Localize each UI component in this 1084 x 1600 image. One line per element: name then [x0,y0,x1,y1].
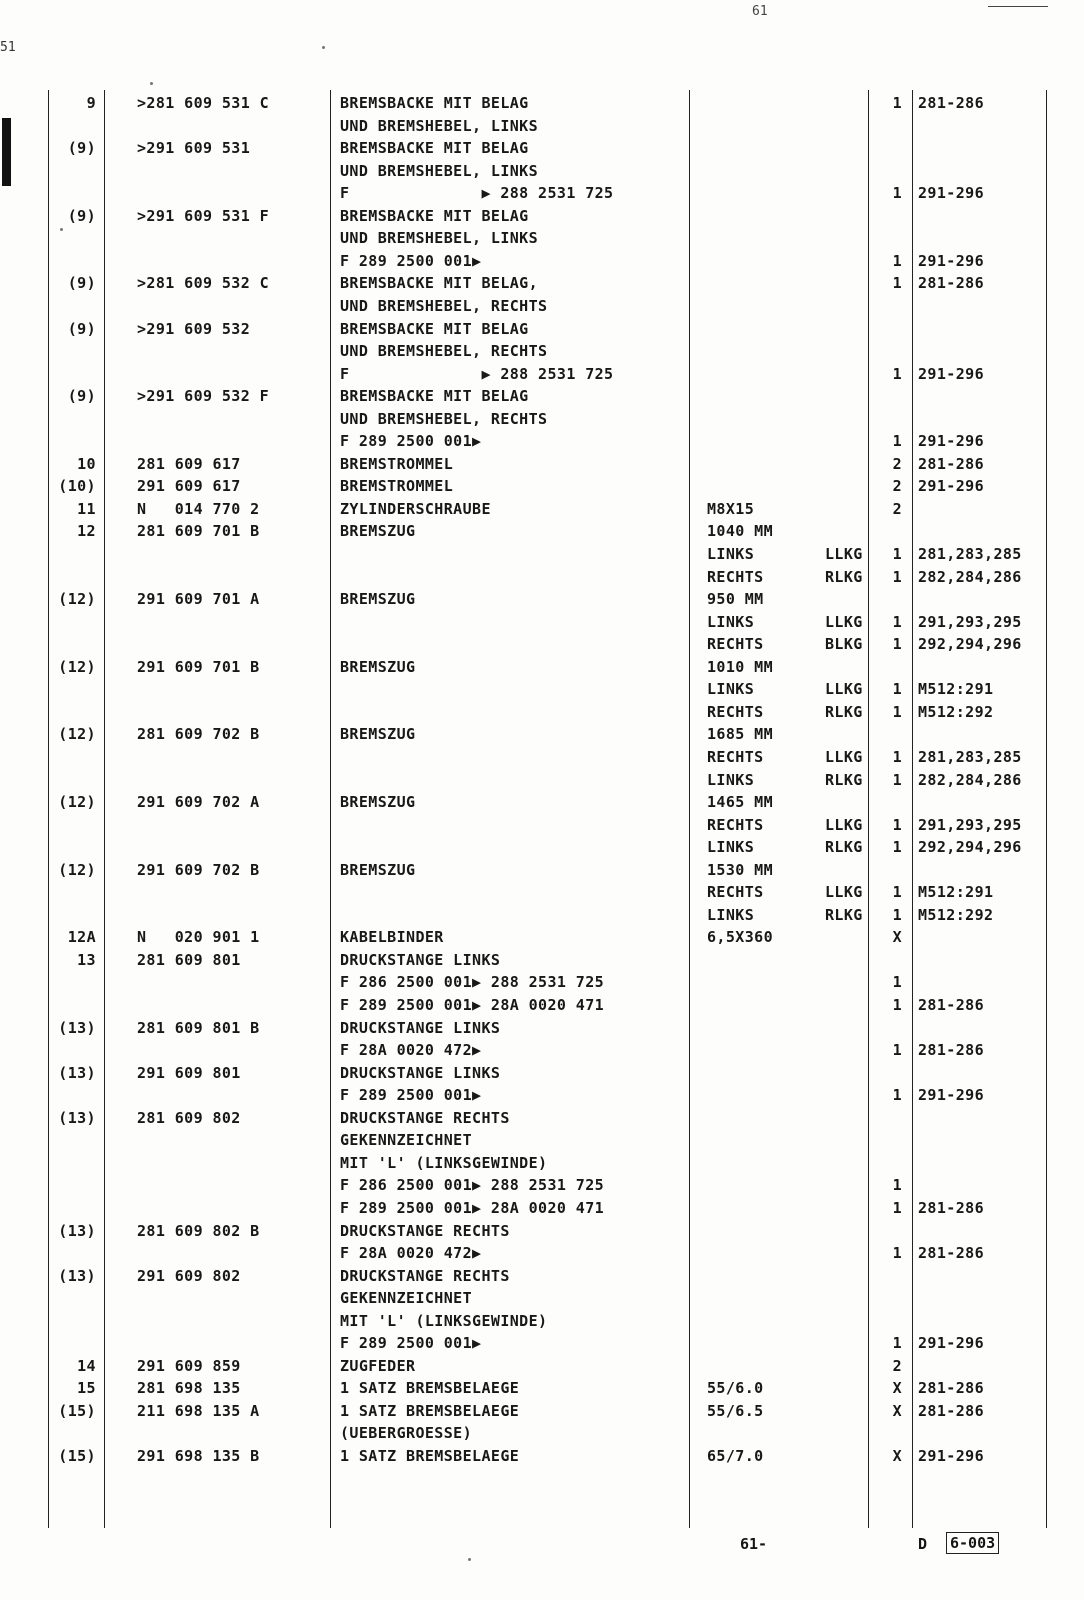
model-applicability: 291-296 [918,365,985,383]
section-prefix: D [918,1535,928,1553]
model-applicability: 291-296 [918,252,985,270]
divider-desc [689,90,690,1528]
size-spec: RECHTS [707,568,764,586]
part-number: 281 609 802 B [137,1222,260,1240]
part-description: DRUCKSTANGE RECHTS [340,1109,510,1127]
size-spec: 1465 MM [707,793,774,811]
part-description: BREMSBACKE MIT BELAG [340,387,529,405]
position-number: 13 [77,951,96,969]
position-number: (10) [58,477,96,495]
model-applicability: 291-296 [918,1447,985,1465]
left-page-mark: 51 [0,40,16,55]
side-code: RLKG [825,703,863,721]
model-applicability: 291-296 [918,184,985,202]
position-number: 14 [77,1357,96,1375]
model-applicability: M512:291 [918,680,994,698]
quantity: 1 [892,1199,902,1217]
position-number: (9) [67,387,96,405]
quantity: X [892,928,902,946]
part-number: 291 609 859 [137,1357,241,1375]
model-applicability: M512:291 [918,883,994,901]
quantity: 1 [892,816,902,834]
part-description: F 289 2500 001▶ [340,432,482,450]
part-description: BREMSZUG [340,861,416,879]
position-number: (15) [58,1402,96,1420]
model-applicability: 281-286 [918,274,985,292]
quantity: 1 [892,613,902,631]
part-description: GEKENNZEICHNET [340,1289,473,1307]
position-number: 12A [67,928,96,946]
part-description: F 289 2500 001▶ [340,1086,482,1104]
position-number: (9) [67,320,96,338]
part-description: UND BREMSHEBEL, RECHTS [340,410,548,428]
model-applicability: 281,283,285 [918,748,1022,766]
model-applicability: M512:292 [918,703,994,721]
part-number: 211 698 135 A [137,1402,260,1420]
part-number: >291 609 532 [137,320,251,338]
quantity: 1 [892,568,902,586]
part-number: >281 609 532 C [137,274,270,292]
quantity: 1 [892,252,902,270]
part-description: MIT 'L' (LINKSGEWINDE) [340,1312,548,1330]
model-applicability: 291-296 [918,477,985,495]
part-description: KABELBINDER [340,928,444,946]
model-applicability: 291-296 [918,432,985,450]
part-number: 291 609 617 [137,477,241,495]
part-description: ZUGFEDER [340,1357,416,1375]
part-description: DRUCKSTANGE LINKS [340,1019,501,1037]
size-spec: RECHTS [707,883,764,901]
part-description: F ▶ 288 2531 725 [340,365,614,383]
quantity: 1 [892,94,902,112]
position-number: (13) [58,1222,96,1240]
position-number: 11 [77,500,96,518]
side-code: LLKG [825,680,863,698]
part-description: UND BREMSHEBEL, RECHTS [340,297,548,315]
part-description: BREMSZUG [340,590,416,608]
quantity: 1 [892,1176,902,1194]
scan-speck [60,228,63,231]
part-description: BREMSTROMMEL [340,477,454,495]
model-applicability: 281-286 [918,1379,985,1397]
size-spec: LINKS [707,680,755,698]
model-applicability: 291,293,295 [918,816,1022,834]
part-description: F 289 2500 001▶ [340,252,482,270]
part-description: F 289 2500 001▶ [340,1334,482,1352]
size-spec: RECHTS [707,635,764,653]
part-description: 1 SATZ BREMSBELAEGE [340,1402,520,1420]
edge-marker [2,118,11,186]
quantity: 2 [892,455,902,473]
quantity: 1 [892,996,902,1014]
model-applicability: 282,284,286 [918,771,1022,789]
side-code: RLKG [825,906,863,924]
part-description: DRUCKSTANGE RECHTS [340,1267,510,1285]
side-code: RLKG [825,838,863,856]
part-description: DRUCKSTANGE LINKS [340,951,501,969]
size-spec: 1530 MM [707,861,774,879]
size-spec: LINKS [707,771,755,789]
position-number: 9 [86,94,96,112]
model-applicability: 282,284,286 [918,568,1022,586]
quantity: 1 [892,838,902,856]
top-underline [988,6,1048,7]
part-number: >291 609 532 F [137,387,270,405]
quantity: 1 [892,1244,902,1262]
size-spec: RECHTS [707,703,764,721]
part-number: N 020 901 1 [137,928,260,946]
scan-speck [468,1558,471,1561]
quantity: 2 [892,1357,902,1375]
position-number: (13) [58,1019,96,1037]
size-spec: LINKS [707,545,755,563]
part-number: 291 609 702 B [137,861,260,879]
part-description: F ▶ 288 2531 725 [340,184,614,202]
section-code: 6-003 [946,1532,999,1554]
quantity: X [892,1402,902,1420]
part-number: 281 609 801 B [137,1019,260,1037]
model-applicability: 281-286 [918,94,985,112]
side-code: LLKG [825,816,863,834]
position-number: (9) [67,207,96,225]
part-description: BREMSBACKE MIT BELAG [340,94,529,112]
part-number: 291 609 802 [137,1267,241,1285]
model-applicability: 281-286 [918,996,985,1014]
part-description: MIT 'L' (LINKSGEWINDE) [340,1154,548,1172]
side-code: LLKG [825,883,863,901]
quantity: 1 [892,748,902,766]
position-number: (9) [67,139,96,157]
quantity: 1 [892,883,902,901]
part-number: 291 609 801 [137,1064,241,1082]
size-spec: RECHTS [707,748,764,766]
position-number: (9) [67,274,96,292]
position-number: (13) [58,1267,96,1285]
side-code: LLKG [825,613,863,631]
quantity: 1 [892,365,902,383]
part-description: BREMSZUG [340,522,416,540]
model-applicability: M512:292 [918,906,994,924]
model-applicability: 281-286 [918,1402,985,1420]
size-spec: 950 MM [707,590,764,608]
model-applicability: 281-286 [918,1199,985,1217]
part-number: 281 609 802 [137,1109,241,1127]
model-applicability: 281,283,285 [918,545,1022,563]
side-code: RLKG [825,568,863,586]
part-description: ZYLINDERSCHRAUBE [340,500,491,518]
model-applicability: 281-286 [918,1244,985,1262]
part-description: F 28A 0020 472▶ [340,1244,482,1262]
part-description: BREMSTROMMEL [340,455,454,473]
part-description: UND BREMSHEBEL, RECHTS [340,342,548,360]
divider-pos [104,90,105,1528]
size-spec: LINKS [707,838,755,856]
part-number: 291 609 701 A [137,590,260,608]
part-description: BREMSBACKE MIT BELAG, [340,274,539,292]
quantity: 1 [892,432,902,450]
model-applicability: 292,294,296 [918,838,1022,856]
scan-speck [150,82,153,85]
quantity: 1 [892,906,902,924]
model-applicability: 292,294,296 [918,635,1022,653]
position-number: (12) [58,861,96,879]
part-description: BREMSZUG [340,793,416,811]
size-spec: 6,5X360 [707,928,774,946]
part-number: 281 609 701 B [137,522,260,540]
divider-qty [912,90,913,1528]
part-description: F 289 2500 001▶ 28A 0020 471 [340,1199,605,1217]
position-number: (12) [58,590,96,608]
part-number: 281 609 801 [137,951,241,969]
border-right [1046,90,1047,1528]
size-spec: 1040 MM [707,522,774,540]
top-page-mark: 61 [752,4,768,19]
part-description: 1 SATZ BREMSBELAEGE [340,1447,520,1465]
model-applicability: 281-286 [918,1041,985,1059]
part-description: BREMSBACKE MIT BELAG [340,320,529,338]
part-number: 281 609 702 B [137,725,260,743]
quantity: 1 [892,680,902,698]
side-code: BLKG [825,635,863,653]
position-number: 12 [77,522,96,540]
quantity: 1 [892,545,902,563]
part-description: BREMSBACKE MIT BELAG [340,139,529,157]
quantity: X [892,1447,902,1465]
model-applicability: 291-296 [918,1334,985,1352]
part-description: F 286 2500 001▶ 288 2531 725 [340,973,605,991]
border-left [48,90,49,1528]
quantity: 1 [892,771,902,789]
part-description: F 289 2500 001▶ 28A 0020 471 [340,996,605,1014]
quantity: X [892,1379,902,1397]
size-spec: LINKS [707,613,755,631]
part-number: 291 698 135 B [137,1447,260,1465]
size-spec: LINKS [707,906,755,924]
position-number: (12) [58,658,96,676]
part-number: >281 609 531 C [137,94,270,112]
divider-side [868,90,869,1528]
quantity: 1 [892,973,902,991]
part-description: UND BREMSHEBEL, LINKS [340,229,539,247]
position-number: (12) [58,725,96,743]
side-code: LLKG [825,545,863,563]
part-number: 281 609 617 [137,455,241,473]
part-number: >291 609 531 [137,139,251,157]
part-description: BREMSZUG [340,658,416,676]
size-spec: 55/6.0 [707,1379,764,1397]
part-description: GEKENNZEICHNET [340,1131,473,1149]
part-description: F 286 2500 001▶ 288 2531 725 [340,1176,605,1194]
quantity: 2 [892,477,902,495]
part-number: 291 609 701 B [137,658,260,676]
quantity: 1 [892,1334,902,1352]
position-number: (12) [58,793,96,811]
model-applicability: 291,293,295 [918,613,1022,631]
model-applicability: 281-286 [918,455,985,473]
position-number: (13) [58,1064,96,1082]
part-description: DRUCKSTANGE RECHTS [340,1222,510,1240]
quantity: 2 [892,500,902,518]
page-number: 61- [740,1535,768,1553]
part-description: F 28A 0020 472▶ [340,1041,482,1059]
quantity: 1 [892,635,902,653]
part-number: 281 698 135 [137,1379,241,1397]
part-number: N 014 770 2 [137,500,260,518]
part-description: 1 SATZ BREMSBELAEGE [340,1379,520,1397]
part-description: BREMSBACKE MIT BELAG [340,207,529,225]
position-number: (13) [58,1109,96,1127]
scan-speck [322,46,325,49]
part-number: 291 609 702 A [137,793,260,811]
quantity: 1 [892,184,902,202]
side-code: LLKG [825,748,863,766]
part-description: BREMSZUG [340,725,416,743]
size-spec: 65/7.0 [707,1447,764,1465]
part-description: UND BREMSHEBEL, LINKS [340,162,539,180]
quantity: 1 [892,1041,902,1059]
size-spec: 1685 MM [707,725,774,743]
quantity: 1 [892,703,902,721]
size-spec: RECHTS [707,816,764,834]
size-spec: 1010 MM [707,658,774,676]
size-spec: 55/6.5 [707,1402,764,1420]
quantity: 1 [892,1086,902,1104]
size-spec: M8X15 [707,500,755,518]
part-description: UND BREMSHEBEL, LINKS [340,117,539,135]
position-number: 10 [77,455,96,473]
position-number: (15) [58,1447,96,1465]
position-number: 15 [77,1379,96,1397]
quantity: 1 [892,274,902,292]
side-code: RLKG [825,771,863,789]
part-number: >291 609 531 F [137,207,270,225]
part-description: (UEBERGROESSE) [340,1424,473,1442]
model-applicability: 291-296 [918,1086,985,1104]
divider-part [330,90,331,1528]
part-description: DRUCKSTANGE LINKS [340,1064,501,1082]
